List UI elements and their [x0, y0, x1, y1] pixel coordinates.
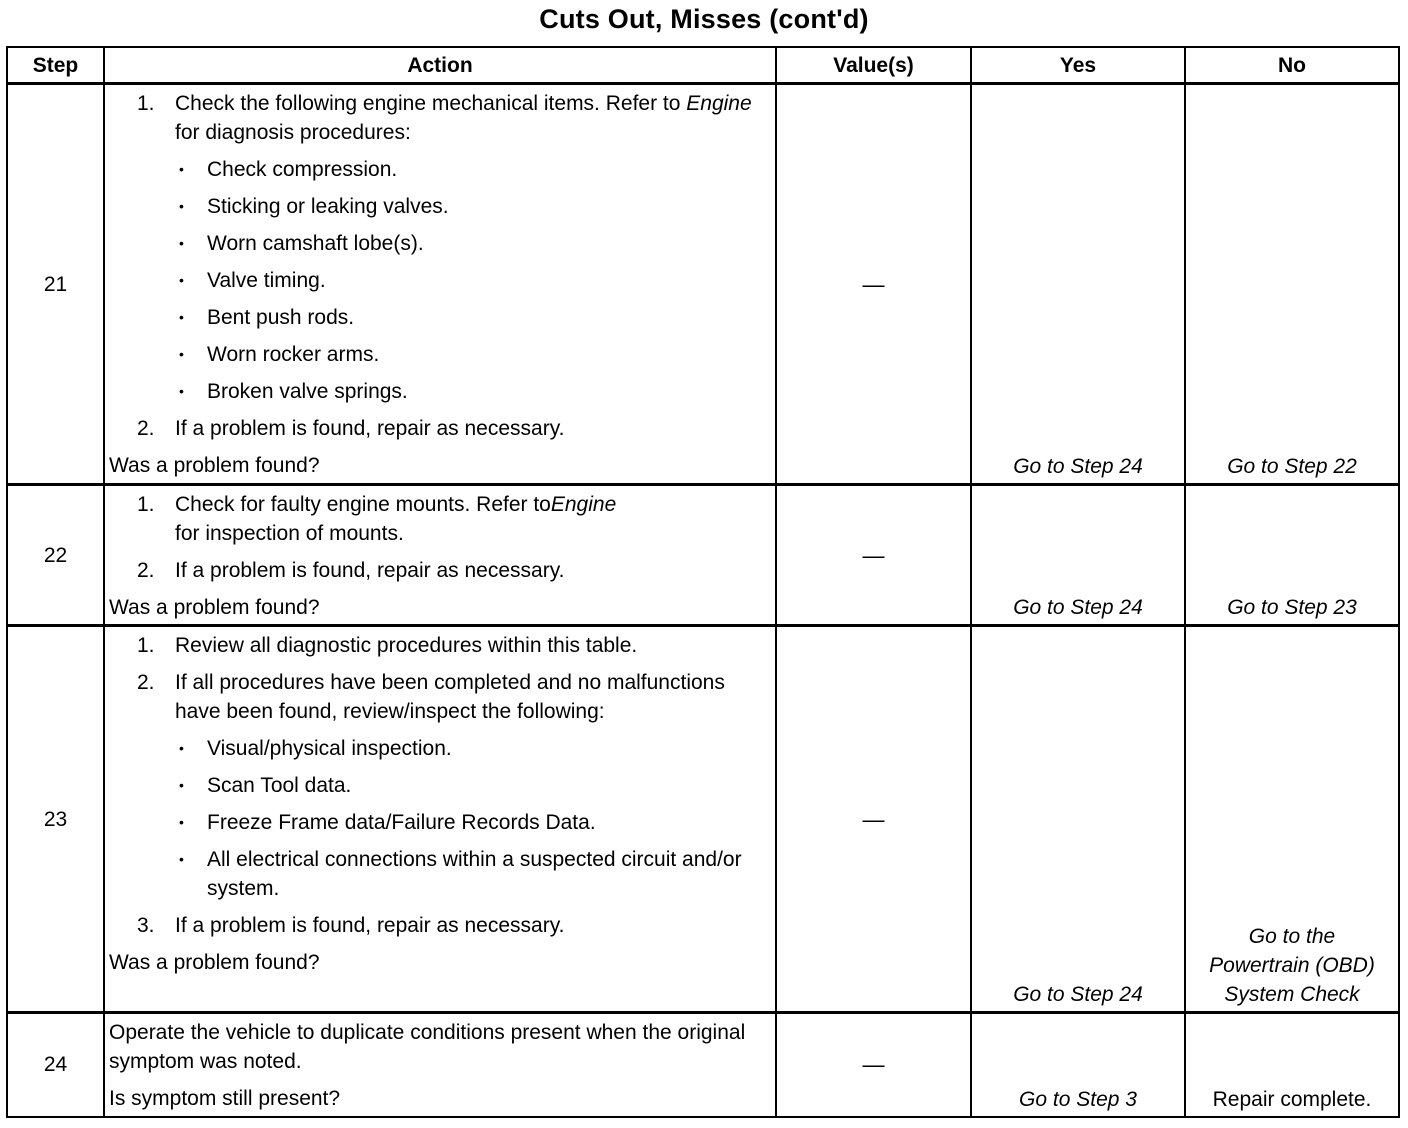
bullet-icon: •: [179, 309, 184, 325]
action-cell: [104, 84, 776, 485]
step-number: 23: [7, 626, 104, 1013]
item-emphasis: Engine: [686, 92, 752, 115]
table-row-step-21: [7, 84, 1399, 485]
action-item: 2. If a problem is found, repair as necessary.: [109, 556, 771, 585]
step-number: 24: [7, 1013, 104, 1117]
action-item: [109, 490, 771, 548]
no-cell: Go to Step 22: [1185, 84, 1399, 485]
item-number: 2.: [137, 417, 155, 440]
yes-cell: Go to Step 24: [971, 485, 1185, 626]
bullet-icon: •: [179, 383, 184, 399]
action-question: Was a problem found?: [109, 951, 320, 974]
item-number: 2.: [137, 671, 155, 694]
bullet-item: • All electrical connections within a suspected circuit and/or system.: [109, 845, 771, 903]
bullet-icon: •: [179, 161, 184, 177]
item-number: 1.: [137, 493, 155, 516]
item-number: 1.: [137, 92, 155, 115]
value-cell: —: [776, 485, 971, 626]
bullet-icon: •: [179, 346, 184, 362]
item-number: 1.: [137, 634, 155, 657]
bullet-item: • Worn rocker arms.: [109, 340, 771, 369]
yes-cell: Go to Step 3: [971, 1013, 1185, 1117]
table-row-step-24: [7, 1013, 1399, 1117]
item-text: Check for faulty engine mounts. Refer to: [175, 493, 551, 516]
bullet-item: • Worn camshaft lobe(s).: [109, 229, 771, 258]
table-row-step-23: [7, 626, 1399, 1013]
action-question: Was a problem found?: [109, 596, 320, 619]
value-cell: —: [776, 84, 971, 485]
item-text: for inspection of mounts.: [175, 522, 404, 545]
bullet-item: • Check compression.: [109, 155, 771, 184]
action-text: Operate the vehicle to duplicate conditions present when the original symptom was noted.: [109, 1021, 746, 1073]
header-row: [7, 47, 1399, 84]
action-question: Is symptom still present?: [109, 1087, 341, 1110]
header-yes: Yes: [971, 47, 1185, 84]
action-item: 2. If all procedures have been completed and no malfunctions have been found, review/inspect the following:: [109, 668, 771, 726]
action-item: 2. If a problem is found, repair as necessary.: [109, 414, 771, 443]
bullet-icon: •: [179, 198, 184, 214]
action-question: Was a problem found?: [109, 454, 320, 477]
page-title: Cuts Out, Misses (cont'd): [539, 4, 869, 34]
header-action: Action: [104, 47, 776, 84]
bullet-item: • Scan Tool data.: [109, 771, 771, 800]
no-cell: [1185, 626, 1399, 1013]
no-cell: Repair complete.: [1185, 1013, 1399, 1117]
no-cell: Go to Step 23: [1185, 485, 1399, 626]
action-item: 3. If a problem is found, repair as necessary.: [109, 911, 771, 940]
bullet-icon: •: [179, 235, 184, 251]
action-cell: [104, 485, 776, 626]
yes-cell: Go to Step 24: [971, 626, 1185, 1013]
item-emphasis: Engine: [550, 493, 617, 516]
item-text: Check the following engine mechanical items. Refer to: [175, 92, 687, 115]
action-item: [109, 89, 771, 147]
bullet-icon: •: [179, 777, 184, 793]
bullet-item: • Broken valve springs.: [109, 377, 771, 406]
header-no: No: [1185, 47, 1399, 84]
table-row-step-22: [7, 485, 1399, 626]
value-cell: —: [776, 1013, 971, 1117]
bullet-icon: •: [179, 272, 184, 288]
bullet-item: • Valve timing.: [109, 266, 771, 295]
no-line: Powertrain (OBD): [1209, 954, 1375, 977]
bullet-item: • Bent push rods.: [109, 303, 771, 332]
action-item: 1. Review all diagnostic procedures within this table.: [109, 631, 771, 660]
action-cell: [104, 1013, 776, 1117]
item-text: for diagnosis procedures:: [175, 121, 411, 144]
diagnostic-table: [6, 46, 1400, 1118]
header-step: Step: [7, 47, 104, 84]
bullet-icon: •: [179, 814, 184, 830]
no-line: System Check: [1224, 983, 1360, 1006]
value-cell: —: [776, 626, 971, 1013]
item-number: 2.: [137, 559, 155, 582]
item-number: 3.: [137, 914, 155, 937]
bullet-icon: •: [179, 740, 184, 756]
bullet-item: • Sticking or leaking valves.: [109, 192, 771, 221]
step-number: 22: [7, 485, 104, 626]
bullet-item: • Freeze Frame data/Failure Records Data.: [109, 808, 771, 837]
bullet-item: • Visual/physical inspection.: [109, 734, 771, 763]
no-line: Go to the: [1248, 925, 1336, 948]
bullet-icon: •: [179, 851, 184, 867]
action-cell: [104, 626, 776, 1013]
step-number: 21: [7, 84, 104, 485]
yes-cell: Go to Step 24: [971, 84, 1185, 485]
header-values: Value(s): [776, 47, 971, 84]
